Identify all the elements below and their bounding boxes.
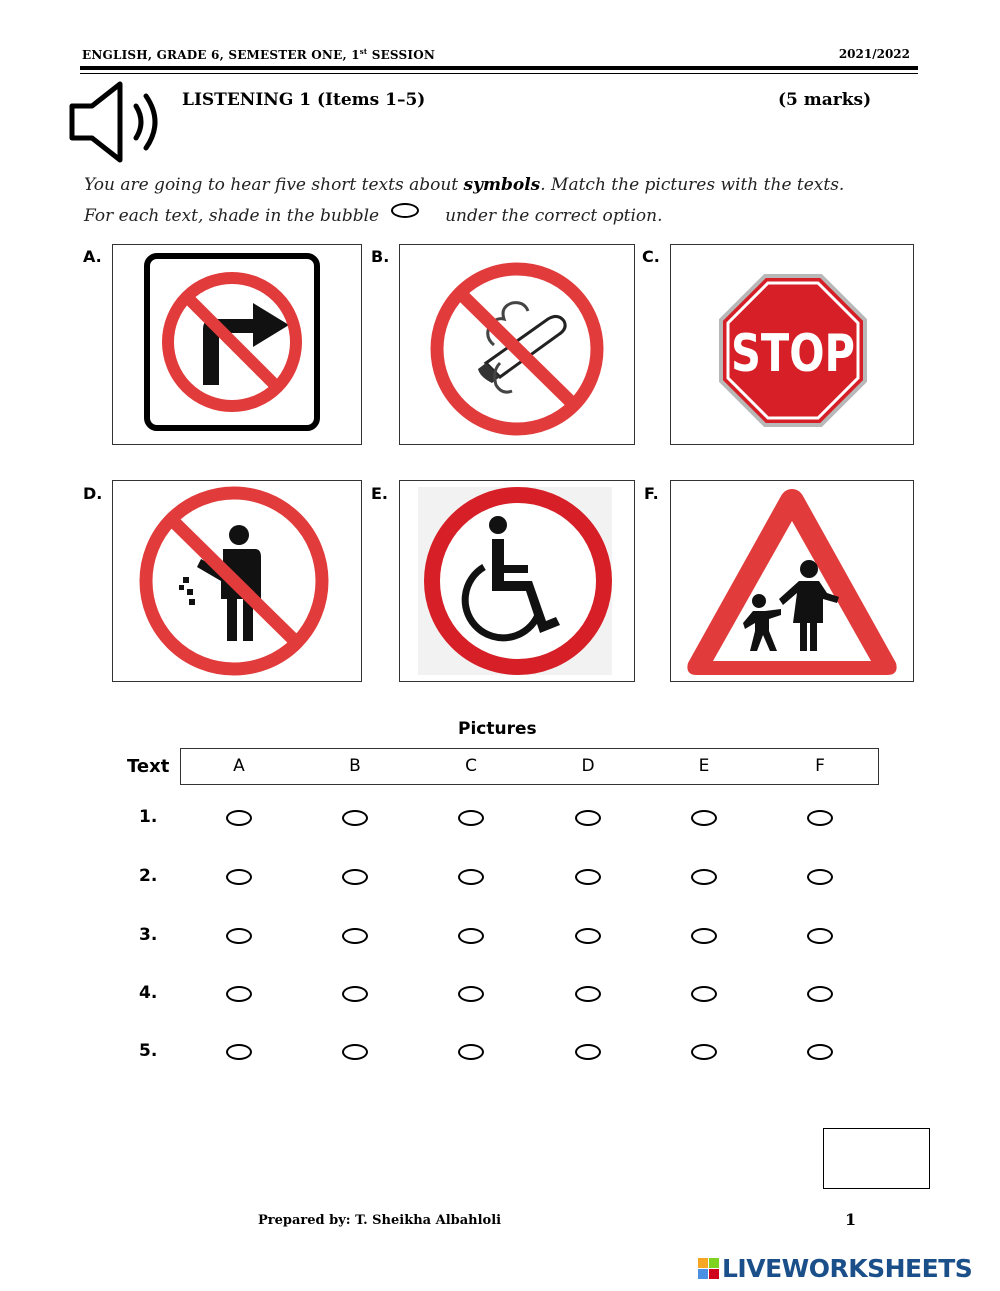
header-rule	[80, 66, 918, 70]
speaker-icon[interactable]	[66, 80, 166, 168]
children-crossing-sign-icon	[671, 481, 913, 681]
instruction-line-1: You are going to hear five short texts about symbols. Match the pictures with the texts.	[84, 175, 845, 195]
stop-sign-icon	[671, 245, 913, 444]
picture-letter-c: C.	[642, 247, 660, 266]
answer-bubble-2-b[interactable]	[342, 869, 368, 885]
no-wheelchair-sign-icon	[400, 481, 634, 681]
school-year: 2021/2022	[838, 47, 910, 61]
picture-letter-b: B.	[371, 247, 390, 266]
answer-bubble-2-d[interactable]	[575, 869, 601, 885]
column-label-a: A	[233, 756, 245, 776]
column-label-c: C	[465, 756, 477, 776]
answer-bubble-5-f[interactable]	[807, 1044, 833, 1060]
answer-bubble-3-d[interactable]	[575, 928, 601, 944]
bubble-example-icon	[391, 203, 419, 218]
header-rule-thin	[80, 73, 918, 74]
answer-bubble-3-f[interactable]	[807, 928, 833, 944]
answer-bubble-5-b[interactable]	[342, 1044, 368, 1060]
answer-bubble-4-e[interactable]	[691, 986, 717, 1002]
answer-bubble-2-f[interactable]	[807, 869, 833, 885]
picture-a	[112, 244, 362, 445]
answer-bubble-4-b[interactable]	[342, 986, 368, 1002]
answer-bubble-5-c[interactable]	[458, 1044, 484, 1060]
no-littering-sign-icon	[113, 481, 361, 681]
picture-b	[399, 244, 635, 445]
liveworksheets-logo-icon	[698, 1258, 719, 1279]
section-marks: (5 marks)	[778, 90, 872, 110]
liveworksheets-logo	[698, 1254, 972, 1283]
picture-letter-f: F.	[644, 484, 659, 503]
answer-bubble-1-f[interactable]	[807, 810, 833, 826]
row-number: 3.	[139, 925, 158, 945]
answer-bubble-1-b[interactable]	[342, 810, 368, 826]
answer-bubble-1-c[interactable]	[458, 810, 484, 826]
column-label-f: F	[815, 756, 825, 776]
picture-e	[399, 480, 635, 682]
answer-bubble-2-a[interactable]	[226, 869, 252, 885]
row-number: 1.	[139, 807, 158, 827]
answer-bubble-5-d[interactable]	[575, 1044, 601, 1060]
column-label-b: B	[349, 756, 361, 776]
answer-bubble-1-a[interactable]	[226, 810, 252, 826]
answer-bubble-4-d[interactable]	[575, 986, 601, 1002]
page-number: 1	[845, 1210, 857, 1229]
column-label-d: D	[581, 756, 595, 776]
picture-letter-d: D.	[83, 484, 103, 503]
answer-bubble-3-c[interactable]	[458, 928, 484, 944]
row-number: 2.	[139, 866, 158, 886]
row-number: 5.	[139, 1041, 158, 1061]
answer-bubble-1-e[interactable]	[691, 810, 717, 826]
picture-letter-a: A.	[83, 247, 102, 266]
picture-d	[112, 480, 362, 682]
answer-bubble-2-e[interactable]	[691, 869, 717, 885]
answer-bubble-3-b[interactable]	[342, 928, 368, 944]
answer-bubble-3-e[interactable]	[691, 928, 717, 944]
text-label: Text	[127, 756, 170, 777]
no-smoking-sign-icon	[400, 245, 634, 444]
liveworksheets-logo-text: LIVEWORKSHEETS	[722, 1254, 973, 1283]
picture-c	[670, 244, 914, 445]
instruction-line-2: For each text, shade in the bubble under the correct option.	[84, 203, 663, 226]
row-number: 4.	[139, 983, 158, 1003]
picture-letter-e: E.	[371, 484, 389, 503]
document-header: ENGLISH, GRADE 6, SEMESTER ONE, 1st SESSION	[82, 47, 436, 62]
answer-bubble-4-c[interactable]	[458, 986, 484, 1002]
column-label-e: E	[698, 756, 710, 776]
picture-f	[670, 480, 914, 682]
answer-bubble-3-a[interactable]	[226, 928, 252, 944]
answer-bubble-5-a[interactable]	[226, 1044, 252, 1060]
prepared-by: Prepared by: T. Sheikha Albahloli	[258, 1213, 502, 1228]
section-title: LISTENING 1 (Items 1–5)	[182, 90, 426, 110]
answer-bubble-5-e[interactable]	[691, 1044, 717, 1060]
answer-bubble-4-a[interactable]	[226, 986, 252, 1002]
column-header-box	[180, 748, 879, 785]
answer-bubble-4-f[interactable]	[807, 986, 833, 1002]
stop-sign-text: STOP	[731, 324, 855, 384]
no-right-turn-sign-icon	[113, 245, 361, 444]
answer-bubble-2-c[interactable]	[458, 869, 484, 885]
score-box	[823, 1128, 930, 1189]
answer-bubble-1-d[interactable]	[575, 810, 601, 826]
